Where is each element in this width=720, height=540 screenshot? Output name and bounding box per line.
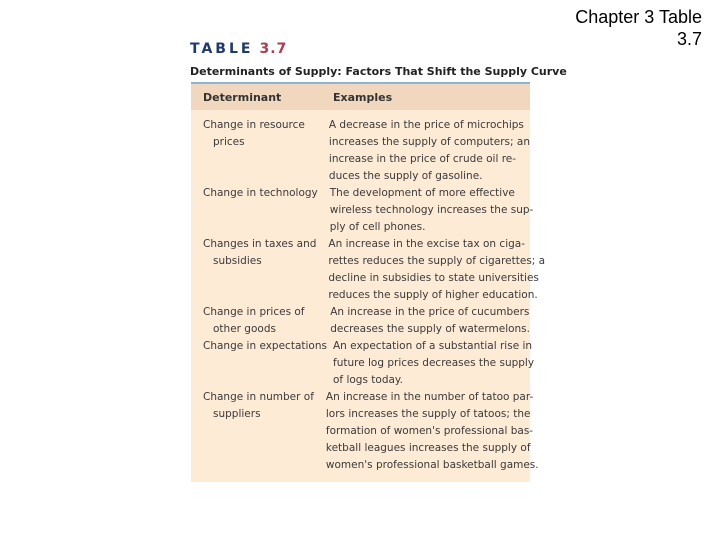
- table-caption: Determinants of Supply: Factors That Shift the Supply Curve: [190, 65, 567, 78]
- example-line: lors increases the supply of tatoos; the: [325, 408, 531, 420]
- table-row: [191, 338, 535, 389]
- example-line: wireless technology increases the sup-: [329, 204, 534, 216]
- example-line: The development of more effective: [329, 187, 515, 199]
- example-line: An increase in the number of tatoo par-: [325, 391, 534, 403]
- example-line: An increase in the price of cucumbers: [330, 306, 530, 318]
- determinant-line: other goods: [213, 323, 276, 335]
- table-label-number: 3.7: [259, 41, 288, 57]
- determinant-cell: [191, 304, 318, 338]
- determinant-line: Change in number of: [203, 391, 314, 403]
- example-line: rettes reduces the supply of cigarettes; a: [328, 255, 546, 267]
- determinant-cell: [191, 185, 318, 236]
- example-line: duces the supply of gasoline.: [328, 170, 483, 182]
- example-cell: [317, 117, 530, 185]
- example-line: women's professional basketball games.: [325, 459, 539, 471]
- header-determinant: Determinant: [203, 90, 282, 104]
- determinant-line: prices: [213, 136, 245, 148]
- slide-title-line-2: 3.7: [676, 29, 702, 49]
- supply-determinants-table: [191, 82, 546, 482]
- determinant-cell: [191, 338, 327, 389]
- example-line: increase in the price of crude oil re-: [328, 153, 517, 165]
- slide-title-line-1: Chapter 3 Table: [575, 7, 702, 27]
- example-line: decline in subsidies to state universities: [328, 272, 539, 284]
- determinant-line: Change in resource: [203, 119, 305, 131]
- header-examples: Examples: [333, 90, 393, 104]
- determinant-line: subsidies: [213, 255, 262, 267]
- example-line: of logs today.: [333, 374, 403, 386]
- example-cell: [321, 338, 534, 389]
- example-line: A decrease in the price of microchips: [328, 119, 524, 131]
- example-line: decreases the supply of watermelons.: [330, 323, 530, 335]
- table-row: [191, 185, 534, 236]
- determinant-line: Changes in taxes and: [203, 238, 317, 250]
- table-body: [191, 110, 546, 474]
- table-row: [191, 389, 539, 474]
- example-cell: [314, 389, 539, 474]
- determinant-line: Change in technology: [203, 187, 318, 199]
- determinant-cell: [191, 117, 317, 185]
- example-line: ketball leagues increases the supply of: [325, 442, 531, 454]
- determinant-cell: [191, 389, 314, 474]
- table-row: [191, 236, 546, 304]
- determinant-line: suppliers: [213, 408, 261, 420]
- determinant-line: Change in expectations: [203, 340, 327, 352]
- table-row: [191, 304, 530, 338]
- example-line: ply of cell phones.: [329, 221, 426, 233]
- example-cell: [318, 304, 530, 338]
- table-row: [191, 117, 530, 185]
- table-label-word: TABLE: [190, 41, 254, 57]
- determinant-cell: [191, 236, 316, 304]
- example-line: future log prices decreases the supply: [333, 357, 535, 369]
- example-line: reduces the supply of higher education.: [328, 289, 538, 301]
- example-line: An expectation of a substantial rise in: [333, 340, 533, 352]
- example-line: An increase in the excise tax on ciga-: [328, 238, 525, 250]
- slide-title: [502, 6, 702, 50]
- table-label: [190, 41, 287, 57]
- example-cell: [318, 185, 534, 236]
- table-header-row: [191, 84, 530, 110]
- example-line: increases the supply of computers; an: [328, 136, 530, 148]
- example-cell: [316, 236, 545, 304]
- determinant-line: Change in prices of: [203, 306, 305, 318]
- example-line: formation of women's professional bas-: [325, 425, 534, 437]
